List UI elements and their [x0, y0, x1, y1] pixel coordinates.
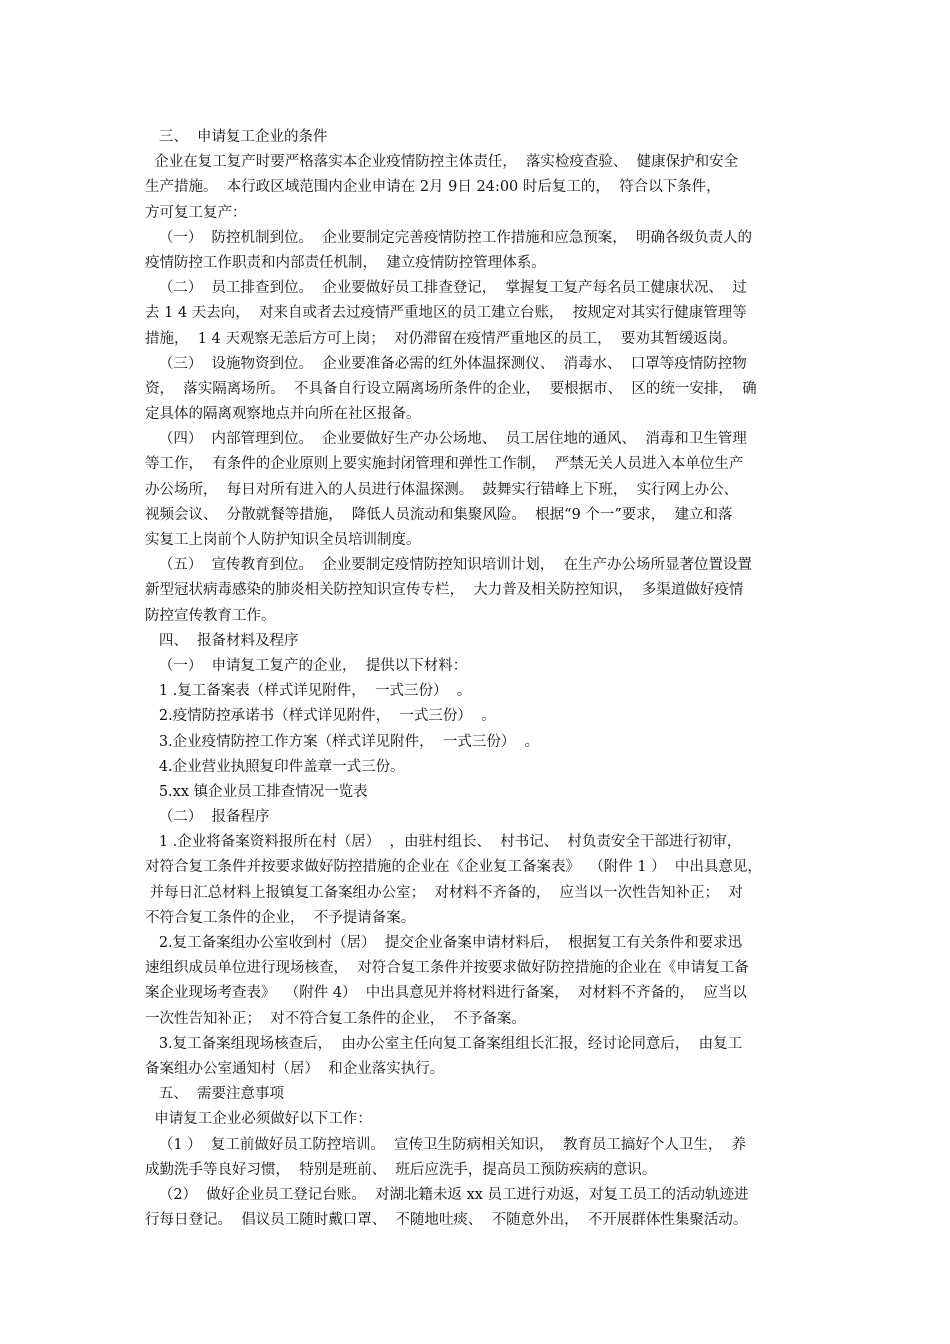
list-item: 3.企业疫情防控工作方案（样式详见附件， 一式三份） 。 [145, 733, 540, 750]
paragraph-line: 等工作， 有条件的企业原则上要实施封闭管理和弹性工作制， 严禁无关人员进入本单位生产 [145, 456, 744, 473]
paragraph-line: （五） 宣传教育到位。 企业要制定疫情防控知识培训计划， 在生产办公场所显著位置设置 [145, 557, 752, 574]
paragraph-line: 速组织成员单位进行现场核查， 对符合复工条件并按要求做好防控措施的企业在《申请复工备 [145, 960, 749, 977]
paragraph-line: （1 ） 复工前做好员工防控培训。 宣传卫生防病相关知识， 教育员工搞好个人卫生， 养 [145, 1136, 747, 1153]
paragraph-line: 1 .企业将备案资料报所在村（居） ，由驻村组长、 村书记、 村负责安全干部进行初审， [145, 834, 742, 851]
paragraph-line: 生产措施。 本行政区域范围内企业申请在 2月 9日 24:00 时后复工的， 符合以下条件， [145, 179, 721, 196]
paragraph-line: 新型冠状病毒感染的肺炎相关防控知识宣传专栏， 大力普及相关防控知识， 多渠道做好疫情 [145, 582, 744, 599]
paragraph-line: 方可复工复产： [145, 204, 247, 221]
paragraph-line: 资， 落实隔离场所。 不具备自行设立隔离场所条件的企业， 要根据市、 区的统一安排， 确 [145, 380, 757, 397]
paragraph-line: 并每日汇总材料上报镇复工备案组办公室； 对材料不齐备的， 应当以一次性告知补正； 对 [145, 884, 743, 901]
paragraph-line: 2.复工备案组办公室收到村（居） 提交企业备案申请材料后， 根据复工有关条件和要求迅 [145, 935, 743, 951]
paragraph-line: 企业在复工复产时要严格落实本企业疫情防控主体责任， 落实检疫查验、 健康保护和安全 [145, 154, 739, 171]
paragraph-line: 防控宣传教育工作。 [145, 607, 276, 624]
paragraph-line: 成勤洗手等良好习惯， 特别是班前、 班后应洗手，提高员工预防疾病的意识。 [145, 1161, 657, 1178]
paragraph-line: 一次性告知补正； 对不符合复工条件的企业， 不予备案。 [145, 1010, 526, 1027]
document-body [145, 125, 815, 1233]
section-heading: 四、 报备材料及程序 [145, 632, 299, 649]
paragraph-line: 不符合复工条件的企业， 不予提请备案。 [145, 909, 416, 926]
list-item: 5.xx 镇企业员工排查情况一览表 [145, 783, 368, 800]
paragraph-line: 定具体的隔离观察地点并向所在社区报备。 [145, 406, 421, 423]
section-heading: 五、 需要注意事项 [145, 1086, 285, 1103]
paragraph-line: 申请复工企业必须做好以下工作： [145, 1111, 372, 1128]
paragraph-line: 去 1 4 天去向， 对来自或者去过疫情严重地区的员工建立台账， 按规定对其实行健康管理等 [145, 305, 747, 322]
paragraph-line: （一） 申请复工复产的企业， 提供以下材料： [145, 657, 468, 674]
paragraph-line: 案企业现场考查表》 （附件 4） 中出具意见并将材料进行备案， 对材料不齐备的， 应当以 [145, 985, 747, 1002]
list-item: 2.疫情防控承诺书（样式详见附件， 一式三份） 。 [145, 708, 496, 725]
paragraph-line: 疫情防控工作职责和内部责任机制， 建立疫情防控管理体系。 [145, 254, 546, 271]
list-item: 4.企业营业执照复印件盖章一式三份。 [145, 758, 405, 775]
paragraph-line: 措施， 1 4 天观察无恙后方可上岗； 对仍滞留在疫情严重地区的员工， 要劝其暂缓返岗。 [145, 330, 737, 347]
paragraph-line: （二） 报备程序 [145, 809, 270, 826]
list-item: 1 .复工备案表（样式详见附件， 一式三份） 。 [145, 683, 472, 700]
paragraph-line: （一） 防控机制到位。 企业要制定完善疫情防控工作措施和应急预案， 明确各级负责人的 [145, 229, 752, 246]
paragraph-line: 对符合复工条件并按要求做好防控措施的企业在《企业复工备案表》 （附件 1 ） 中出具意见， [145, 859, 762, 876]
paragraph-line: 3.复工备案组现场核查后， 由办公室主任向复工备案组组长汇报，经讨论同意后， 由复工 [145, 1035, 743, 1052]
paragraph-line: （2） 做好企业员工登记台账。 对湖北籍未返 xx 员工进行劝返，对复工员工的活动轨迹进 [145, 1186, 749, 1203]
section-heading: 三、 申请复工企业的条件 [145, 129, 328, 145]
paragraph-line: （三） 设施物资到位。 企业要准备必需的红外体温探测仪、 消毒水、 口罩等疫情防控物 [145, 355, 747, 372]
paragraph-line: 行每日登记。 倡议员工随时戴口罩、 不随地吐痰、 不随意外出， 不开展群体性集聚活动。 [145, 1212, 748, 1229]
paragraph-line: 实复工上岗前个人防护知识全员培训制度。 [145, 532, 421, 548]
paragraph-line: （四） 内部管理到位。 企业要做好生产办公场地、 员工居住地的通风、 消毒和卫生管理 [145, 431, 747, 448]
paragraph-line: 视频会议、 分散就餐等措施， 降低人员流动和集聚风险。 根据“9 个一”要求， 建立和落 [145, 506, 733, 523]
paragraph-line: 备案组办公室通知村（居） 和企业落实执行。 [145, 1060, 445, 1077]
paragraph-line: （二） 员工排查到位。 企业要做好员工排查登记， 掌握复工复产每名员工健康状况、 过 [145, 280, 747, 297]
paragraph-line: 办公场所， 每日对所有进入的人员进行体温探测。 鼓舞实行错峰上下班， 实行网上办公、 [145, 481, 739, 498]
